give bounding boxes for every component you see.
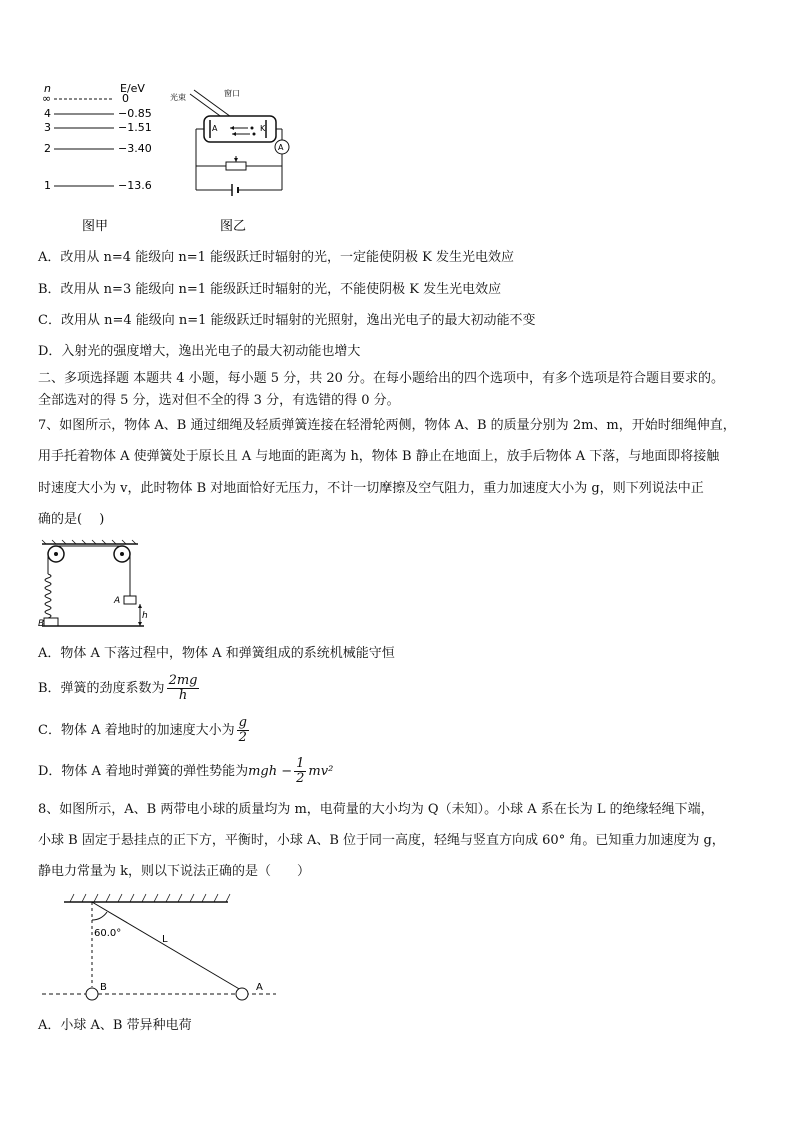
q8-stem-line-1: 8、如图所示，A、B 两带电小球的质量均为 m，电荷量的大小均为 Q（未知）。小球 A 系在长为 L 的绝缘轻绳下端， — [38, 802, 714, 817]
q8-stem-line-3: 静电力常量为 k，则以下说法正确的是（ ） — [38, 864, 311, 879]
label-ball-a: A — [256, 982, 263, 993]
label-ball-b: B — [100, 982, 107, 993]
level-n-2: 2 — [44, 142, 51, 155]
q7-stem-line-3: 时速度大小为 v，此时物体 B 对地面恰好无压力，不计一切摩擦及空气阻力，重力加速度大小为 g，则下列说法中正 — [38, 481, 704, 496]
level-n-4: 4 — [44, 107, 51, 120]
pulley-spring-diagram — [38, 538, 148, 630]
q7-option-b-text: B．弹簧的劲度系数为 — [38, 681, 165, 696]
energy-level-diagram — [38, 82, 168, 242]
n-header: n — [44, 82, 51, 95]
label-a: A — [114, 596, 121, 606]
q6-option-c: C．改用从 n=4 能级向 n=1 能级跃迁时辐射的光照射，逸出光电子的最大初动能不变 — [38, 313, 536, 328]
q7-option-d-text: D．物体 A 着地时弹簧的弹性势能为 — [38, 764, 249, 779]
label-cathode-k: K — [260, 124, 266, 133]
q7-option-c-fraction: $\frac{g}{2}$ — [238, 715, 247, 745]
photoelectric-circuit-diagram — [168, 82, 298, 242]
level-n-inf: ∞ — [42, 92, 52, 105]
q7-option-d-expr-2: mv² — [308, 764, 334, 779]
q6-option-a: A．改用从 n=4 能级向 n=1 能级跃迁时辐射的光，一定能使阴极 K 发生光电效应 — [38, 250, 514, 265]
q7-option-d-fraction: $\frac{1}{2}$ — [296, 756, 305, 786]
q7-option-c-text: C．物体 A 着地时的加速度大小为 — [38, 723, 235, 738]
label-window: 窗口 — [224, 89, 240, 98]
q7-option-c — [38, 716, 251, 745]
q7-option-a: A．物体 A 下落过程中，物体 A 和弹簧组成的系统机械能守恒 — [38, 646, 395, 661]
q7-stem-line-4: 确的是( ) — [38, 512, 105, 527]
level-e-4: −0.85 — [118, 107, 152, 120]
caption-fig-a: 图甲 — [82, 219, 109, 234]
level-e-3: −1.51 — [118, 121, 152, 134]
charged-balls-diagram — [40, 890, 280, 1006]
section-2-scoring: 全部选对的得 5 分，选对但不全的得 3 分，有选错的得 0 分。 — [38, 393, 400, 408]
q7-option-b-fraction: $\frac{2mg}{h}$ — [168, 673, 198, 703]
section-2-heading: 二、多项选择题 本题共 4 小题，每小题 5 分，共 20 分。在每小题给出的四个选项中，有多个选项是符合题目要求的。 — [38, 371, 725, 386]
q8-option-a: A．小球 A、B 带异种电荷 — [38, 1018, 192, 1033]
label-angle: 60.0° — [94, 928, 122, 939]
level-n-3: 3 — [44, 121, 51, 134]
ball-b — [86, 988, 98, 1000]
q7-stem-line-1: 7、如图所示，物体 A、B 通过细绳及轻质弹簧连接在轻滑轮两侧，物体 A、B 的质量分别为 2m、m，开始时细绳伸直， — [38, 418, 736, 433]
q7-option-b — [38, 674, 201, 703]
caption-fig-b: 图乙 — [220, 219, 247, 234]
q6-option-b: B．改用从 n=3 能级向 n=1 能级跃迁时辐射的光，不能使阴极 K 发生光电效应 — [38, 282, 502, 297]
label-light-beam: 光束 — [170, 93, 186, 102]
q8-stem-line-2: 小球 B 固定于悬挂点的正下方，平衡时，小球 A、B 位于同一高度，轻绳与竖直方向成 60° 角。已知重力加速度为 g， — [38, 833, 725, 848]
level-n-1: 1 — [44, 179, 51, 192]
label-b: B — [38, 619, 45, 629]
q7-stem-line-2: 用手托着物体 A 使弹簧处于原长且 A 与地面的距离为 h，物体 B 静止在地面上，放手后物体 A 下落，与地面即将接触 — [38, 449, 720, 464]
label-anode-a: A — [212, 124, 218, 133]
label-h: h — [142, 611, 148, 621]
level-e-inf: 0 — [122, 92, 129, 105]
level-e-1: −13.6 — [118, 179, 152, 192]
label-l: L — [162, 934, 168, 945]
ball-a — [236, 988, 248, 1000]
e-header: E/eV — [120, 82, 145, 95]
label-ammeter: A — [278, 143, 284, 152]
q7-option-d-expr-1: mgh − — [248, 764, 293, 779]
level-e-2: −3.40 — [118, 142, 152, 155]
q7-option-d — [38, 757, 333, 786]
q6-option-d: D．入射光的强度增大，逸出光电子的最大初动能也增大 — [38, 344, 361, 359]
